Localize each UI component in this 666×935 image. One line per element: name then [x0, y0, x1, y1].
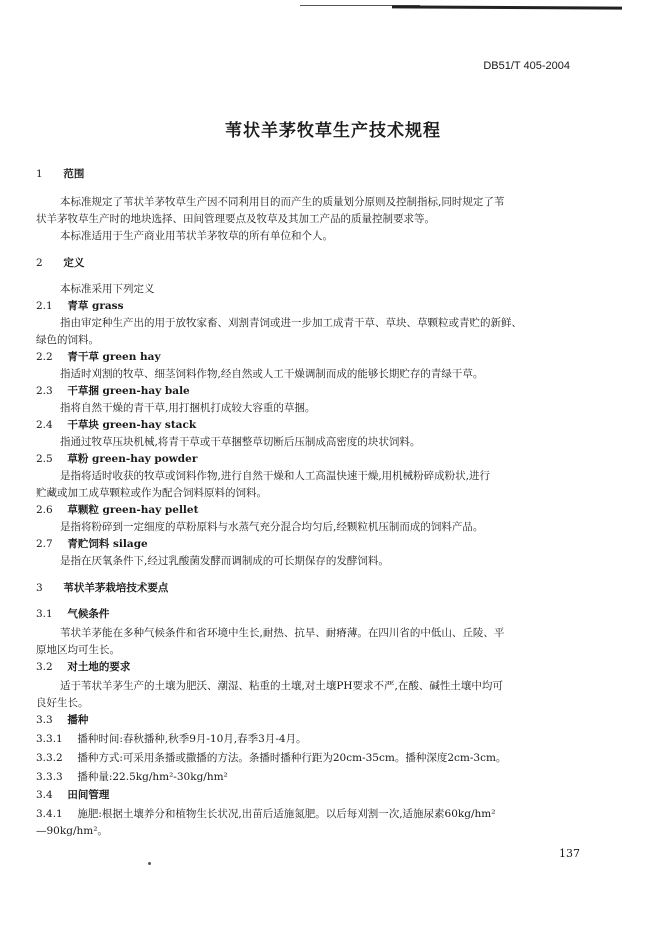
text-line: 指适时刈割的牧草、细茎饲料作物,经自然或人工干燥调制而成的能够长期贮存的青绿干草。 [60, 368, 484, 380]
clause-number: 2.7 [36, 538, 53, 550]
definition-term [36, 536, 606, 553]
text-line: 绿色的饲料。 [36, 334, 99, 346]
definition-term [36, 451, 606, 468]
clause-title: 田间管理 [67, 789, 110, 801]
text-line: 本标准规定了苇状羊茅牧草生产因不同利用目的而产生的质量划分原则及控制指标,同时规定了苇 [60, 196, 505, 208]
clause-number: 3.2 [36, 661, 53, 673]
text-line: 贮藏或加工成草颗粒或作为配合饲料原料的饲料。 [36, 487, 267, 499]
definition-term [36, 298, 606, 315]
term: 干草块 green-hay stack [67, 419, 197, 431]
text-line: 是指将适时收获的牧草或饲料作物,进行自然干燥和人工高温快速干燥,用机械粉碎成粉状,进行 [60, 470, 491, 482]
section-heading [36, 255, 606, 272]
clause-heading [36, 712, 606, 729]
clause-text: 播种时间:春秋播种,秋季9月-10月,春季3月-4月。 [77, 733, 307, 745]
subclause [36, 731, 606, 748]
clause-number: 2.4 [36, 419, 53, 431]
definition-term [36, 417, 606, 434]
clause-text: 施肥:根据土壤养分和植物生长状况,出苗后适施氮肥。以后每刈割一次,适施尿素60kg/hm² [77, 808, 496, 820]
document-title: 苇状羊茅牧草生产技术规程 [225, 121, 441, 141]
scan-speck [148, 862, 151, 865]
text-line: 良好生长。 [36, 697, 89, 709]
paragraph: 本标准采用下列定义 [60, 283, 155, 295]
clause-title: 播种 [67, 714, 89, 726]
clause-number: 2.3 [36, 385, 53, 397]
text-line: 状羊茅牧草生产时的地块选择、田间管理要点及牧草及其加工产品的质量控制要求等。 [36, 213, 435, 225]
text-line: 指由审定种生产出的用于放牧家畜、刈割青饲或进一步加工成青干草、草块、草颗粒或青贮的新鲜、 [60, 317, 522, 329]
text-line: 是指将粉碎到一定细度的草粉原料与水蒸气充分混合均匀后,经颗粒机压制而成的饲料产品。 [60, 521, 484, 533]
text-line: 指通过牧草压块机械,将青干草或干草捆整草切断后压制成高密度的块状饲料。 [60, 436, 421, 448]
term: 青贮饲料 silage [67, 538, 148, 550]
term: 青草 grass [67, 300, 124, 312]
clause-number: 2.5 [36, 453, 53, 465]
text-line: 原地区均可生长。 [36, 644, 120, 656]
section-number: 3 [36, 582, 43, 594]
clause-text: 播种方式:可采用条播或撒播的方法。条播时播种行距为20cm-35cm。播种深度2cm-3cm。 [77, 752, 507, 764]
subclause [36, 750, 606, 767]
clause-text: 播种量:22.5kg/hm²-30kg/hm² [77, 771, 228, 783]
clause-number: 3.1 [36, 608, 53, 620]
clause-number: 3.3.1 [36, 733, 63, 745]
clause-number: 2.6 [36, 504, 53, 516]
section-heading [36, 580, 606, 597]
header-rule [392, 5, 622, 9]
text-line: —90kg/hm²。 [36, 825, 108, 837]
clause-heading [36, 659, 606, 676]
clause-number: 3.4.1 [36, 808, 63, 820]
paragraph [36, 194, 606, 228]
subclause [36, 806, 606, 823]
term: 草颗粒 green-hay pellet [67, 504, 199, 516]
text-line: 是指在厌氧条件下,经过乳酸菌发酵而调制成的可长期保存的发酵饲料。 [60, 555, 389, 567]
definition-term [36, 383, 606, 400]
clause-number: 3.4 [36, 789, 53, 801]
text-line: 适于苇状羊茅生产的土壤为肥沃、潮湿、粘重的土壤,对土壤PH要求不严,在酸、碱性土壤中均可 [60, 680, 503, 692]
section-number: 1 [36, 168, 43, 180]
term: 草粉 green-hay powder [67, 453, 198, 465]
clause-heading [36, 606, 606, 623]
definition-term [36, 502, 606, 519]
term: 干草捆 green-hay bale [67, 385, 190, 397]
clause-number: 3.3 [36, 714, 53, 726]
clause-heading [36, 787, 606, 804]
standard-code: DB51/T 405-2004 [483, 60, 570, 72]
clause-number: 3.3.2 [36, 752, 63, 764]
section-title: 范围 [63, 168, 85, 180]
clause-number: 2.1 [36, 300, 53, 312]
page-number: 137 [559, 847, 580, 860]
text-line: 苇状羊茅能在多种气候条件和省环境中生长,耐热、抗旱、耐瘠薄。在四川省的中低山、丘陵、平 [60, 627, 505, 639]
text-line: 指将自然干燥的青干草,用打捆机打成较大容重的草捆。 [60, 402, 316, 414]
clause-number: 3.3.3 [36, 771, 63, 783]
paragraph: 本标准适用于生产商业用苇状羊茅牧草的所有单位和个人。 [60, 230, 333, 242]
clause-number: 2.2 [36, 351, 53, 363]
definition-term [36, 349, 606, 366]
term: 青干草 green hay [67, 351, 161, 363]
section-title: 定义 [63, 257, 85, 269]
section-number: 2 [36, 257, 43, 269]
section-title: 苇状羊茅栽培技术要点 [63, 582, 169, 594]
clause-title: 对土地的要求 [67, 661, 131, 673]
document-body [36, 160, 606, 840]
subclause [36, 769, 606, 786]
clause-title: 气候条件 [67, 608, 110, 620]
section-heading [36, 166, 606, 183]
